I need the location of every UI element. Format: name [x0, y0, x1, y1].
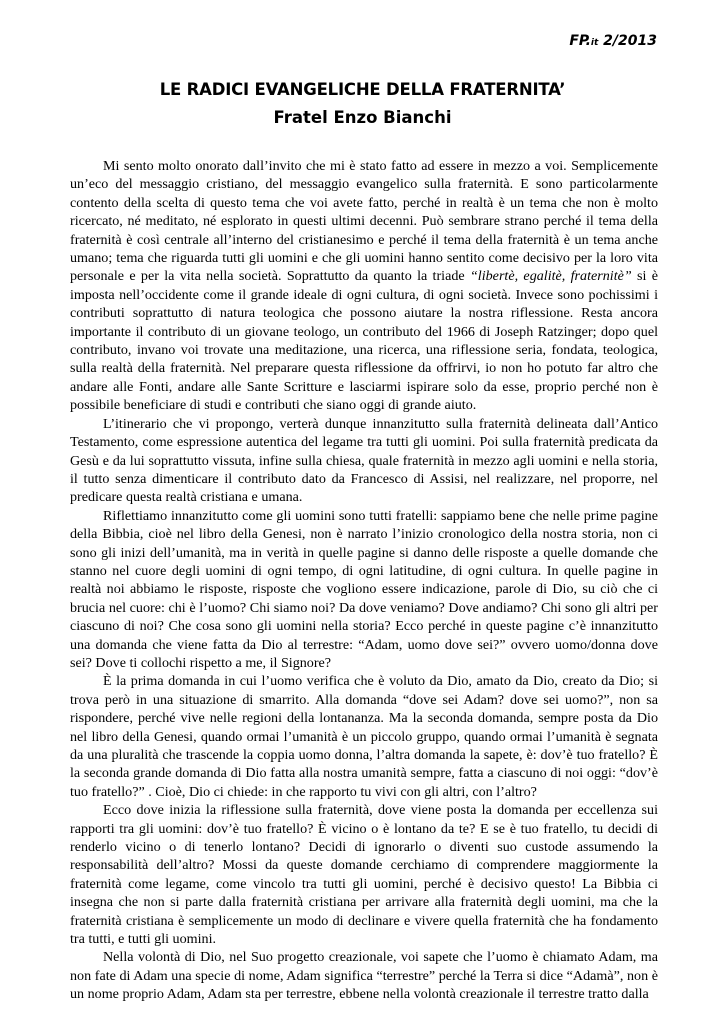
document-body: [70, 157, 658, 1004]
issue-reference-main: FP.: [569, 33, 591, 49]
issue-reference: [569, 33, 657, 49]
paragraph-3: Riflettiamo innanzitutto come gli uomini sono tutti fratelli: sappiamo bene che nelle prime pagine della Bibbia, cioè nel libro della Genesi, non è narrato l’inizio cronologico della nostra storia, non ci sono gli inizi dell’umanità, ma in verità in quelle pagine si danno delle risposte a quelle domande che stanno nel cuore degli uomini di ogni tempo, di ogni latitudine, di ogni cultura. In quelle pagine in realtà noi abbiamo le risposte, risposte che vogliono essere indicazione, parole di Dio, su ciò che ci brucia nel cuore: chi è l’uomo? Chi siamo noi? Da dove veniamo? Dove andiamo? Chi sono gli altri per ciascuno di noi? Che cosa sono gli uomini nella storia? Ecco perché in queste pagine c’è innanzitutto una domanda che viene fatta da Dio al terrestre: “Adam, uomo dove sei?” ovvero uomo/donna dove sei? Dove ti collochi rispetto a me, il Signore?: [70, 507, 658, 671]
paragraph-2: L’itinerario che vi propongo, verterà dunque innanzitutto sulla fraternità delineata dall’Antico Testamento, come espressione autentica del legame tra tutti gli uomini. Poi sulla fraternità predicata da Gesù e da lui soprattutto vissuta, infine sulla chiesa, quale fraternità in mezzo agli uomini e nella storia, il tutto senza dimenticare il contributo dato da Francesco di Assisi, nel realizzare, nel proporre, nel predicare questa realtà cristiana e umana.: [70, 415, 658, 506]
paragraph-1-italic-quote: “libertè, egalitè, fraternitè”: [469, 268, 632, 285]
paragraph-1-part-b: si è imposta nell’occidente come il grande ideale di ogni cultura, di ogni società. Invece sono pochissimi i contributi soprattutto di natura teologica che possono aiutare la nostra riflessione. Resta ancora importante il contributo di un giovane teologo, un contributo del 1966 di Joseph Ratzinger; dopo quel contributo, invano voi trovate una meditazione, una ricerca, una riflessione seria, fondata, teologica, sulla realtà della fraternità. Nel preparare questa riflessione da offrirvi, io non ho potuto far altro che andare alle Fonti, andare alle Sante Scritture e lasciarmi ispirare solo da esse, proprio perché non è possibile beneficiare di studi e contributi che siano oggi di grande aiuto.: [70, 268, 659, 414]
document-author: Fratel Enzo Bianchi: [273, 108, 452, 127]
paragraph-1: [70, 157, 658, 415]
document-title: LE RADICI EVANGELICHE DELLA FRATERNITA’: [159, 80, 566, 99]
paragraph-6: Nella volontà di Dio, nel Suo progetto creazionale, voi sapete che l’uomo è chiamato Adam, ma non fate di Adam una specie di nome, Adam significa “terrestre” perché la Terra si dice “Adamà”, non è un nome proprio Adam, Adam sta per terrestre, ebbene nella volontà creazionale il terrestre tratto dalla: [70, 949, 658, 1003]
paragraph-5: Ecco dove inizia la riflessione sulla fraternità, dove viene posta la domanda per eccellenza sui rapporti tra gli uomini: dov’è tuo fratello? È vicino o è lontano da te? E se è tuo fratello, tu decidi di renderlo vicino o di tenerlo lontano? Decidi di ignorarlo o diventi suo custode assumendo la responsabilità dell’altro? Mossi da queste domande cerchiamo di comprendere maggiormente la fraternità come legame, come vincolo tra tutti gli uomini, perché è decisivo questo! La Bibbia ci insegna che non si parte dalla fraternità cristiana per arrivare alla fraternità degli uomini, ma che la fraternità cristiana è semplicemente un modo di declinare e vivere quella fraternità che ha fondamento tra tutti, e tutti gli uomini.: [70, 802, 658, 948]
issue-reference-number: 2/2013: [598, 33, 657, 49]
paragraph-1-part-a: Mi sento molto onorato dall’invito che mi è stato fatto ad essere in mezzo a voi. Semplicemente un’eco del messaggio cristiano, del messaggio evangelico sulla fraternità. E sono particolarmente contento della scelta di questo tema che voi avete fatto, perché in realtà è un tema che non è molto ricercato, né meditato, né esplorato in questi ultimi decenni. Può sembrare strano perché il tema della fraternità è così centrale all’interno del cristianesimo e perché il tema della fraternità è un tema anche umano; tema che riguarda tutti gli uomini e che gli uomini hanno sentito come decisivo per la loro vita personale e per la vita nella società. Soprattutto da quanto la triade: [70, 158, 658, 285]
issue-reference-sub: it: [590, 38, 599, 48]
paragraph-4: È la prima domanda in cui l’uomo verifica che è voluto da Dio, amato da Dio, creato da Dio; si trova però in una situazione di smarrito. Alla domanda “dove sei Adam? dove sei uomo?”, non sa rispondere, perché vive nelle regioni della lontananza. Ma la seconda domanda, sempre posta da Dio nel libro della Genesi, quando ormai l’umanità è un piccolo gruppo, quando ormai l’umanità è segnata da una pluralità che trascende la coppia uomo donna, l’altra domanda la sapete, è: dov’è tuo fratello? È la seconda grande domanda di Dio fatta alla nostra umanità sempre, fatta a ciascuno di noi oggi: “dov’è tuo fratello?” . Cioè, Dio ci chiede: in che rapporto tu vivi con gli altri, con l’altro?: [70, 673, 658, 800]
